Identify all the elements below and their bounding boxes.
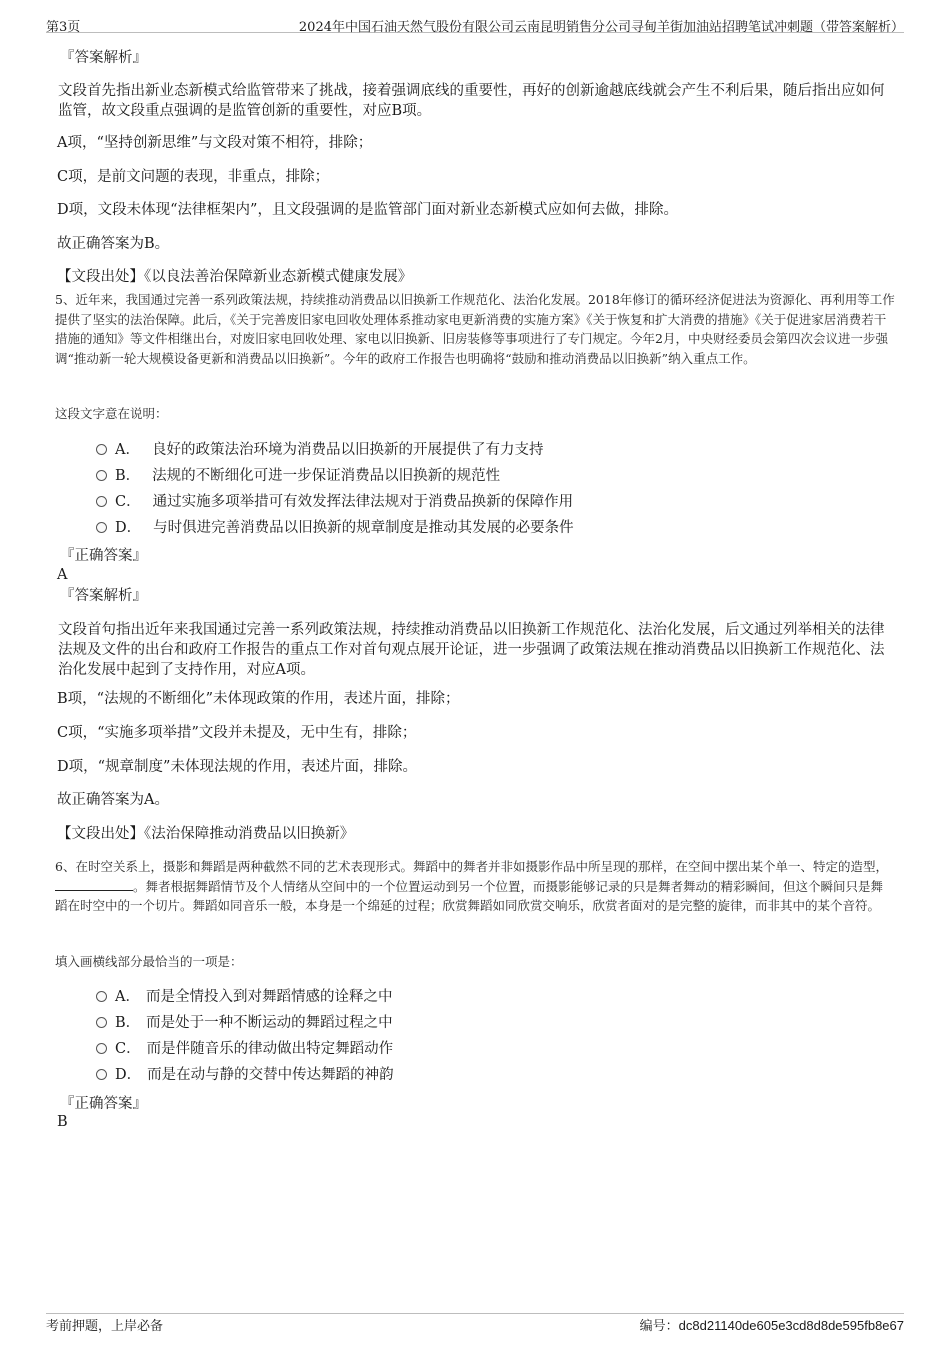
q5-option-a[interactable]: A． 良好的政策法治环境为消费品以旧换新的开展提供了有力支持 [96, 440, 543, 460]
radio-icon[interactable] [96, 1069, 107, 1080]
page-header [46, 14, 904, 33]
radio-icon[interactable] [96, 1043, 107, 1054]
q5-option-b[interactable]: B． 法规的不断细化可进一步保证消费品以旧换新的规范性 [96, 466, 500, 486]
analysis-option-c: C项，是前文问题的表现，非重点，排除； [57, 169, 330, 185]
analysis-option-d: D项，文段未体现“法律框架内”，且文段强调的是监管部门面对新业态新模式应如何去做，排除。 [57, 202, 678, 218]
page-number: 第3页 [46, 20, 81, 35]
analysis-paragraph: 文段首句指出近年来我国通过完善一系列政策法规，持续推动消费品以旧换新工作规范化、法治化发展，后文通过列举相关的法律法规及文件的出台和政府工作报告的重点工作对首句观点展开论证，进一步强调了政策法规在推动消费品以旧换新工作规范化、法治化发展中起到了支持作用，对应A项。 [58, 622, 885, 678]
q5-option-d[interactable]: D． 与时俱进完善消费品以旧换新的规章制度是推动其发展的必要条件 [96, 518, 574, 538]
radio-icon[interactable] [96, 522, 107, 533]
analysis-paragraph: 文段首先指出新业态新模式给监管带来了挑战，接着强调底线的重要性，再好的创新逾越底线就会产生不利后果，随后指出应如何监管，故文段重点强调的是监管创新的重要性，对应B项。 [58, 83, 885, 119]
q6-option-a[interactable]: A． 而是全情投入到对舞蹈情感的诠释之中 [96, 987, 392, 1007]
source-citation: 【文段出处】《以良法善治保障新业态新模式健康发展》 [57, 269, 413, 285]
question-5-stem: 5、近年来，我国通过完善一系列政策法规，持续推动消费品以旧换新工作规范化、法治化发展。2018年修订的循环经济促进法为资源化、再利用等工作提供了坚实的法治保障。此后，《关于完善废旧家电回收处理体系推动家电更新消费的实施方案》《关于恢复和扩大消费的措施》《关于促进家居消费若干措施的通知》等文件相继出台，对废旧家电回收处理、家电以旧换新、旧房装修等事项进行了专门规定。今年2月，中央财经委员会第四次会议进一步强调“推动新一轮大规模设备更新和消费品以旧换新”。今年的政府工作报告也明确将“鼓励和推动消费品以旧换新”纳入重点工作。 [55, 292, 895, 366]
radio-icon[interactable] [96, 496, 107, 507]
radio-icon[interactable] [96, 991, 107, 1002]
document-code: 编号：dc8d21140de605e3cd8d8de595fb8e67 [639, 1318, 904, 1334]
fill-blank [55, 880, 133, 891]
analysis-option-b: B项，“法规的不断细化”未体现政策的作用，表述片面，排除； [57, 691, 460, 707]
footer-slogan: 考前押题，上岸必备 [46, 1319, 164, 1334]
radio-icon[interactable] [96, 1017, 107, 1028]
radio-icon[interactable] [96, 444, 107, 455]
answer-conclusion: 故正确答案为B。 [57, 236, 170, 252]
source-citation: 【文段出处】《法治保障推动消费品以旧换新》 [57, 826, 355, 842]
analysis-option-a: A项，“坚持创新思维”与文段对策不相符，排除； [57, 135, 373, 151]
document-title: 2024年中国石油天然气股份有限公司云南昆明销售分公司寻甸羊街加油站招聘笔试冲刺题（带答案解析） [298, 20, 904, 35]
correct-answer-label: 『正确答案』 [60, 548, 147, 564]
correct-answer: A [57, 567, 68, 583]
analysis-option-d: D项，“规章制度”未体现法规的作用，表述片面，排除。 [57, 759, 417, 775]
question-5-prompt: 这段文字意在说明： [55, 406, 168, 421]
correct-answer-label: 『正确答案』 [60, 1096, 147, 1112]
q6-option-d[interactable]: D． 而是在动与静的交替中传达舞蹈的神韵 [96, 1065, 394, 1085]
answer-conclusion: 故正确答案为A。 [57, 792, 169, 808]
q6-option-b[interactable]: B． 而是处于一种不断运动的舞蹈过程之中 [96, 1013, 393, 1033]
analysis-label: 『答案解析』 [60, 50, 147, 66]
correct-answer: B [57, 1114, 68, 1130]
analysis-option-c: C项，“实施多项举措”文段并未提及，无中生有，排除； [57, 725, 417, 741]
analysis-label: 『答案解析』 [60, 588, 147, 604]
question-6-stem: 6、在时空关系上，摄影和舞蹈是两种截然不同的艺术表现形式。舞蹈中的舞者并非如摄影作品中所呈现的那样，在空间中摆出某个单一、特定的造型，。舞者根据舞蹈情节及个人情绪从空间中的一个位置运动到另一个位置，而摄影能够记录的只是舞者舞动的精彩瞬间，但这个瞬间只是舞蹈在时空中的一个切片。舞蹈如同音乐一般，本身是一个绵延的过程；欣赏舞蹈如同欣赏交响乐，欣赏者面对的是完整的旋律，而非其中的某个音符。 [55, 859, 888, 913]
radio-icon[interactable] [96, 470, 107, 481]
q5-option-c[interactable]: C． 通过实施多项举措可有效发挥法律法规对于消费品换新的保障作用 [96, 492, 573, 512]
q6-option-c[interactable]: C． 而是伴随音乐的律动做出特定舞蹈动作 [96, 1039, 393, 1059]
question-6-prompt: 填入画横线部分最恰当的一项是： [55, 954, 243, 969]
page-footer [46, 1313, 904, 1334]
